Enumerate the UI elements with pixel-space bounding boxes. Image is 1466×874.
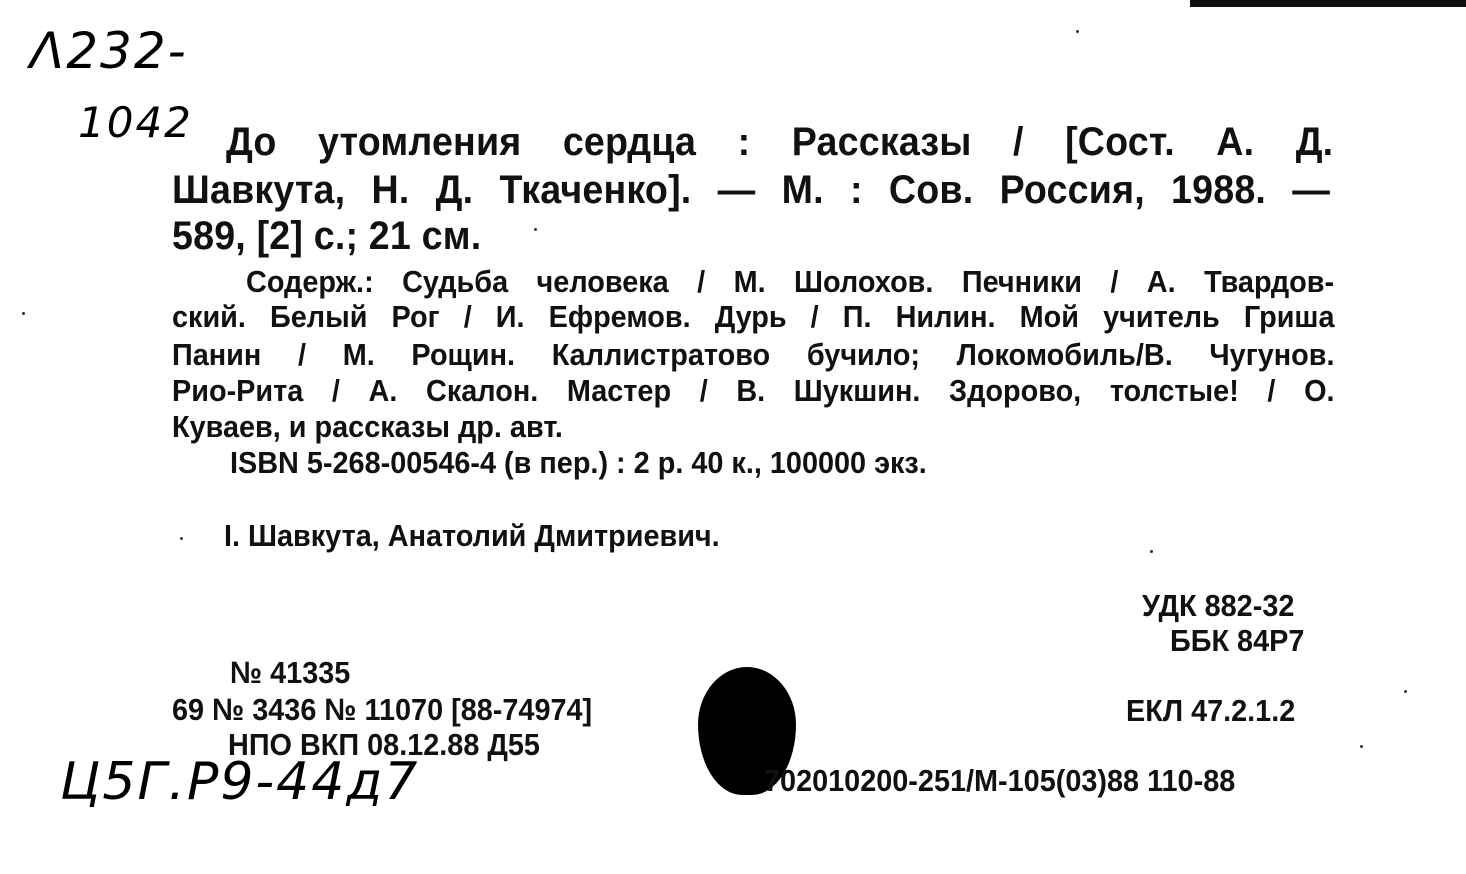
contents-line-5: Куваев, и рассказы др. авт. (172, 409, 563, 444)
speck (1076, 30, 1079, 33)
contents-line-2: ский. Белый Рог / И. Ефремов. Дурь / П. Нилин. Мой учитель Гриша (172, 299, 1335, 334)
bibliographic-code: 702010200-251/М-105(03)88 110-88 (764, 763, 1236, 798)
speck (22, 312, 25, 315)
udk-code: УДК 882-32 (1142, 588, 1295, 623)
ekl-code: ЕКЛ 47.2.1.2 (1126, 693, 1296, 728)
speck (1150, 550, 1153, 553)
title-line-3: 589, [2] с.; 21 см. (172, 214, 482, 258)
top-edge-bar (1190, 0, 1466, 7)
isbn-line: ISBN 5-268-00546-4 (в пер.) : 2 р. 40 к., 100000 экз. (230, 445, 927, 480)
order-line: 69 № 3436 № 11070 [88-74974] (172, 692, 593, 727)
speck (534, 228, 537, 231)
speck (1404, 690, 1407, 693)
card-number: № 41335 (230, 655, 351, 690)
npo-line: НПО ВКП 08.12.88 Д55 (228, 727, 540, 762)
handwritten-code-top-2: 1042 (78, 98, 193, 147)
contents-line-3: Панин / М. Рощин. Каллистратово бучило; Локомобиль/В. Чугунов. (172, 337, 1335, 372)
contents-line-4: Рио-Рита / А. Скалон. Мастер / В. Шукшин. Здорово, толстые! / О. (172, 373, 1335, 408)
title-line-1: До утомления сердца : Рассказы / [Сост. А. Д. (226, 120, 1334, 164)
handwritten-code-top-1: Λ232- (30, 22, 188, 80)
contents-line-1: Содерж.: Судьба человека / М. Шолохов. Печники / А. Твардов- (246, 264, 1335, 299)
handwritten-code-bottom: Ц5Г.Р9-44д7 (60, 752, 420, 812)
title-line-2: Шавкута, Н. Д. Ткаченко]. — М. : Сов. Россия, 1988. — (172, 168, 1331, 212)
author-entry: I. Шавкута, Анатолий Дмитриевич. (224, 518, 720, 553)
bbk-code: ББК 84Р7 (1170, 623, 1305, 658)
speck (1360, 745, 1363, 748)
speck (180, 537, 183, 540)
